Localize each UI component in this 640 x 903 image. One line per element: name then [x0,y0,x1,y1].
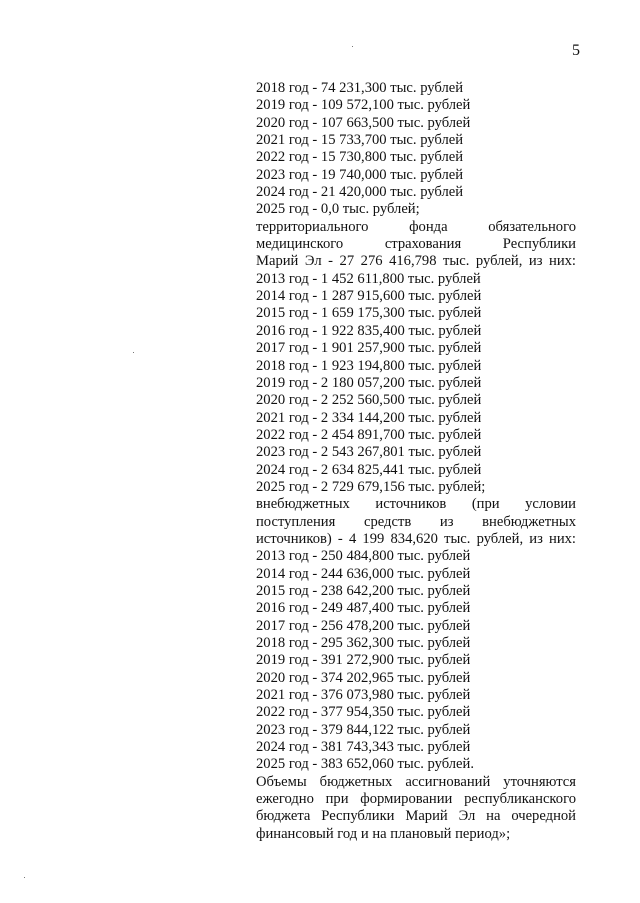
text-line: 2022 год - 15 730,800 тыс. рублей [256,149,464,166]
text-line: 2022 год - 377 954,350 тыс. рублей [256,704,471,721]
text-line: 2024 год - 21 420,000 тыс. рублей [256,184,464,201]
text-line: 2020 год - 374 202,965 тыс. рублей [256,669,471,686]
text-line: Объемы бюджетных ассигнований уточняются [256,773,576,790]
text-line: 2023 год - 2 543 267,801 тыс. рублей [256,444,482,461]
text-line: медицинского страхования Республики [256,236,576,253]
text-line: 2015 год - 1 659 175,300 тыс. рублей [256,305,482,322]
scan-speck [133,352,134,353]
text-line: 2025 год - 383 652,060 тыс. рублей. [256,756,474,773]
text-line: ежегодно при формировании республиканского [256,791,576,808]
text-line: 2022 год - 2 454 891,700 тыс. рублей [256,426,482,443]
text-line: 2019 год - 391 272,900 тыс. рублей [256,652,471,669]
text-line: 2019 год - 2 180 057,200 тыс. рублей [256,374,482,391]
text-line: 2025 год - 0,0 тыс. рублей; [256,201,420,218]
text-line: 2023 год - 19 740,000 тыс. рублей [256,166,464,183]
text-line: 2024 год - 381 743,343 тыс. рублей [256,739,471,756]
scan-speck [24,877,25,878]
text-line: 2018 год - 1 923 194,800 тыс. рублей [256,357,482,374]
text-line: 2014 год - 244 636,000 тыс. рублей [256,565,471,582]
text-line: 2013 год - 250 484,800 тыс. рублей [256,548,471,565]
text-line: 2021 год - 376 073,980 тыс. рублей [256,687,471,704]
text-line: бюджета Республики Марий Эл на очередной [256,808,576,825]
text-line: 2023 год - 379 844,122 тыс. рублей [256,721,471,738]
text-line: 2018 год - 295 362,300 тыс. рублей [256,635,471,651]
text-line: 2014 год - 1 287 915,600 тыс. рублей [256,288,482,305]
text-line: 2018 год - 74 231,300 тыс. рублей [256,80,464,96]
text-line: 2020 год - 107 663,500 тыс. рублей [256,114,471,131]
text-line: поступления средств из внебюджетных [256,513,576,530]
text-line: 2024 год - 2 634 825,441 тыс. рублей [256,461,482,478]
text-line: 2017 год - 256 478,200 тыс. рублей [256,617,471,634]
text-line: внебюджетных источников (при условии [256,496,576,513]
page-number: 5 [572,42,580,59]
text-line: источников) - 4 199 834,620 тыс. рублей, из них: [256,530,576,547]
text-line: 2021 год - 15 733,700 тыс. рублей [256,132,464,149]
text-line: 2013 год - 1 452 611,800 тыс. рублей [256,270,481,287]
text-line: 2016 год - 249 487,400 тыс. рублей [256,600,471,617]
text-line: 2016 год - 1 922 835,400 тыс. рублей [256,322,482,339]
text-line: финансовый год и на плановый период»; [256,825,511,842]
text-line: 2019 год - 109 572,100 тыс. рублей [256,97,471,114]
text-line: 2020 год - 2 252 560,500 тыс. рублей [256,392,482,409]
text-line: 2021 год - 2 334 144,200 тыс. рублей [256,409,482,426]
text-line: 2015 год - 238 642,200 тыс. рублей [256,582,471,599]
text-line: Марий Эл - 27 276 416,798 тыс. рублей, из них: [256,253,576,270]
document-body [256,80,576,843]
text-line: территориального фонда обязательного [256,218,576,235]
text-line: 2017 год - 1 901 257,900 тыс. рублей [256,340,482,357]
scan-speck [352,46,353,47]
text-line: 2025 год - 2 729 679,156 тыс. рублей; [256,478,486,495]
